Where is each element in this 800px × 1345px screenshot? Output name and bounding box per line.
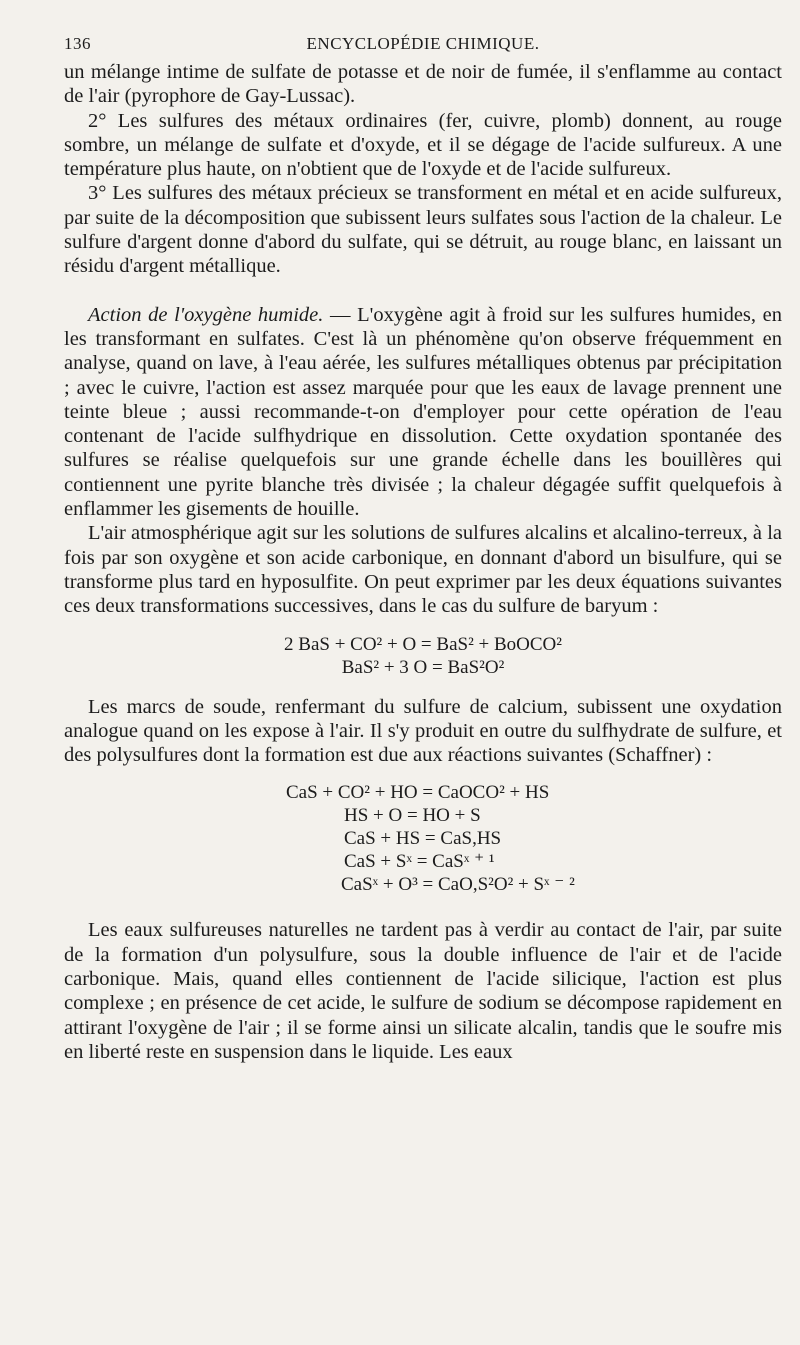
equation: CaS + CO² + HO = CaOCO² + HS xyxy=(286,782,550,804)
paragraph-1: un mélange intime de sulfate de potasse et de noir de fumée, il s'enflamme au contact de l'air (pyrophore de Gay-Lussac). xyxy=(64,61,782,108)
paragraph-2: 2° Les sulfures des métaux ordinaires (fer, cuivre, plomb) donnent, au rouge sombre, un mélange de sulfate et d'oxyde, et il se dégage de l'acide sulfureux. A une température plus haute, on n'obtient que de l'oxyde et de l'acide sulfureux. xyxy=(64,109,782,181)
paragraph-6: Les marcs de soude, renfermant du sulfure de calcium, subissent une oxydation analogue quand on les expose à l'air. Il s'y produit en outre du sulfhydrate de sulfure, et des polysulfures dont la formation est due aux réactions suivantes (Schaffner) : xyxy=(64,695,782,767)
equation: BaS² + 3 O = BaS²O² xyxy=(341,656,505,678)
page-number: 136 xyxy=(64,34,91,53)
equations-barium xyxy=(64,633,782,679)
equation: HS + O = HO + S xyxy=(344,805,481,827)
paragraph-5: L'air atmosphérique agit sur les solutions de sulfures alcalins et alcalino-terreux, à la fois par son oxygène et son acide carbonique, en donnant d'abord un bisulfure, qui se transforme plus tard en hyposulfite. On peut exprimer par les deux équations suivantes ces deux transformations successives, dans le cas du sulfure de baryum : xyxy=(64,522,782,618)
equations-calcium xyxy=(64,781,782,896)
equation: CaS + HS = CaS,HS xyxy=(344,828,502,850)
equation: 2 BaS + CO² + O = BaS² + BoOCO² xyxy=(284,633,562,655)
equation: CaS + Sˣ = CaSˣ ⁺ ¹ xyxy=(344,851,495,873)
equation: CaSˣ + O³ = CaO,S²O² + Sˣ ⁻ ² xyxy=(341,874,575,896)
paragraph-7: Les eaux sulfureuses naturelles ne tardent pas à verdir au contact de l'air, par suite de la formation d'un polysulfure, sous la double influence de l'air et de l'acide carbonique. Mais, quand elles contiennent de l'acide silicique, l'action est plus complexe ; en présence de cet acide, le sulfure de sodium se décompose rapidement en attirant l'oxygène de l'air ; il se forme ainsi un silicate alcalin, tandis que le soufre mis en liberté reste en suspension dans le liquide. Les eaux xyxy=(64,919,782,1063)
running-title: ENCYCLOPÉDIE CHIMIQUE. xyxy=(306,34,540,53)
document-page xyxy=(64,30,782,1064)
paragraph-4 xyxy=(64,303,782,522)
section-heading: Action de l'oxygène humide. xyxy=(88,303,324,326)
paragraph-3: 3° Les sulfures des métaux précieux se transforment en métal et en acide sulfureux, par suite de la décomposition que subissent leurs sulfates sous l'action de la chaleur. Le sulfure d'argent donne d'abord du sulfate, qui se détruit, au rouge blanc, en laissant un résidu d'argent métallique. xyxy=(64,182,782,278)
page-header xyxy=(64,30,782,60)
paragraph-4-body: — L'oxygène agit à froid sur les sulfures humides, en les transformant en sulfates. C'est là un phénomène qu'on observe fréquemment en analyse, quand on lave, à l'eau aérée, les sulfures métalliques obtenus par précipitation ; avec le cuivre, l'action est assez marquée pour que les eaux de lavage prennent une teinte bleue ; aussi recommande-t-on d'employer pour cette opération de l'eau contenant de l'acide sulfhydrique en dissolution. Cette oxydation spontanée des sulfures se réalise quelquefois sur une grande échelle dans les bouillères qui contiennent une pyrite blanche très divisée ; la chaleur dégagée suffit quelquefois à enflammer les gisements de houille. xyxy=(64,303,782,521)
